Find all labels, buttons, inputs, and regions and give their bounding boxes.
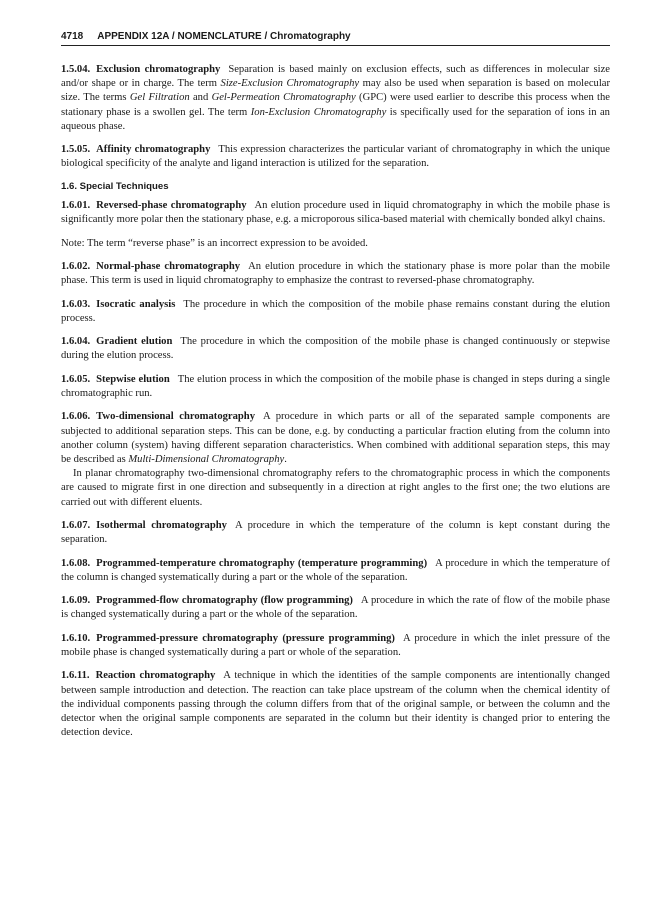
header-rule <box>61 45 610 46</box>
entry-text: This expression characterizes the particular variant of chromatography in which the unique biological specificity of the analyte and ligand interaction is utilized for the separation. <box>61 144 610 170</box>
entry-number: 1.5.05. <box>61 144 91 156</box>
entry-number: 1.6.05. <box>61 373 91 385</box>
entry-1-6-03 <box>61 298 610 326</box>
entry-number: 1.6.08. <box>61 557 91 569</box>
entry-text: A technique in which the identities of the sample components are intentionally changed between sample introduction and detection. The reaction can take place upstream of the column when the chemical identity of the individual components passing through the column differs from that of the original sample, or between the column and the detector when the original sample components are separated in the column but their identity is changed prior to entering the detection device. <box>61 670 610 739</box>
entry-number: 1.6.06. <box>61 411 91 423</box>
body-text <box>61 63 610 750</box>
entry-italic-term: Gel-Permeation Chromatography <box>211 92 356 104</box>
entry-term: Exclusion chromatography <box>96 64 221 75</box>
entry-number: 1.6.04. <box>61 336 91 348</box>
entry-1-6-10 <box>61 632 610 660</box>
entry-italic-term: Multi-Dimensional Chromatography <box>128 453 285 465</box>
entry-number: 1.6.07. <box>61 519 91 531</box>
entry-text: A procedure in which the rate of flow of the mobile phase is changed systematically during a part or the whole of the separation. <box>61 595 610 621</box>
entry-number: 1.6.10. <box>61 632 91 644</box>
entry-text: is specifically used for the separation of ions in an aqueous phase. <box>61 106 610 132</box>
entry-number: 1.6.03. <box>61 298 91 310</box>
entry-text: The procedure in which the composition of the mobile phase is changed continuously or stepwise during the elution process. <box>61 336 610 362</box>
entry-italic-term: Gel Filtration <box>129 92 190 104</box>
entry-number: 1.6.02. <box>61 260 91 272</box>
running-header <box>61 31 610 45</box>
entry-term: Isothermal chromatography <box>96 519 227 531</box>
entry-term: Reversed-phase chromatography <box>96 200 247 211</box>
entry-1-5-05 <box>61 143 610 171</box>
entry-term: Programmed-pressure chromatography (pressure programming) <box>96 632 395 644</box>
entry-text: A procedure in which the temperature of the column is kept constant during the separation. <box>61 519 610 546</box>
entry-1-6-01 <box>61 199 610 227</box>
entry-1-6-11 <box>61 669 610 740</box>
entry-text: A procedure in which the temperature of the column is changed systematically during a part or the whole of the separation. <box>61 557 610 583</box>
entry-text: may also be used when separation is based on molecular size. The terms <box>61 78 610 104</box>
entry-text: . <box>284 453 287 465</box>
page-number: 4718 <box>61 31 84 42</box>
entry-1-6-07 <box>61 519 610 547</box>
entry-number: 1.6.01. <box>61 200 91 211</box>
entry-italic-term: Size-Exclusion Chromatography <box>220 78 360 90</box>
entry-term: Isocratic analysis <box>96 298 176 310</box>
entry-1-5-04 <box>61 63 610 134</box>
entry-term: Reaction chromatography <box>95 670 216 682</box>
running-title: APPENDIX 12A / NOMENCLATURE / Chromatography <box>97 31 351 42</box>
entry-term: Two-dimensional chromatography <box>96 411 255 423</box>
entry-1-6-08 <box>61 557 610 585</box>
entry-1-6-06 <box>61 410 610 467</box>
entry-term: Normal-phase chromatography <box>96 260 241 272</box>
entry-term: Gradient elution <box>96 336 173 348</box>
note-1-6-01: Note: The term “reverse phase” is an incorrect expression to be avoided. <box>61 237 368 249</box>
entry-text: (GPC) were used earlier to describe this process when the stationary phase is a swollen gel. The term <box>61 92 610 118</box>
section-heading: 1.6. Special Techniques <box>61 180 169 192</box>
entry-term: Programmed-temperature chromatography (temperature programming) <box>96 557 428 569</box>
entry-text: The procedure in which the composition of the mobile phase remains constant during the elution process. <box>61 298 610 324</box>
entry-text: A procedure in which parts or all of the separated sample components are subjected to additional separation steps. This can be done, e.g. by conducting a particular fraction eluting from the column into another column (system) having different separation characteristics. When combined with additional separation steps, this may be described as <box>61 411 610 465</box>
entry-text: Separation is based mainly on exclusion effects, such as differences in molecular size and/or shape or in charge. The term <box>61 64 610 90</box>
entry-term: Affinity chromatography <box>96 144 211 156</box>
entry-text: The elution process in which the composition of the mobile phase is changed in steps during a single chromatographic run. <box>61 373 610 399</box>
entry-text: A procedure in which the inlet pressure of the mobile phase is changed systematically during a part or whole of the separation. <box>61 632 610 658</box>
entry-number: 1.6.09. <box>61 595 91 607</box>
entry-1-6-05 <box>61 373 610 401</box>
entry-1-6-04 <box>61 335 610 363</box>
entry-1-6-09 <box>61 594 610 622</box>
entry-number: 1.5.04. <box>61 64 91 75</box>
entry-1-6-06-continuation: In planar chromatography two-dimensional chromatography refers to the chromatographic process in which the components are caused to migrate first in one direction and subsequently in a direction at right angles to the first one; the two elutions are carried out with different eluents. <box>61 468 610 508</box>
entry-text: An elution procedure used in liquid chromatography in which the mobile phase is significantly more polar then the stationary phase, e.g. a microporous silica-based material with chemically bonded alkyl chains. <box>61 200 611 226</box>
entry-term: Programmed-flow chromatography (flow programming) <box>96 595 353 607</box>
entry-italic-term: Ion-Exclusion Chromatography <box>250 106 387 118</box>
entry-text: and <box>189 92 212 104</box>
entry-number: 1.6.11. <box>61 670 90 682</box>
entry-text: An elution procedure in which the stationary phase is more polar than the mobile phase. This term is used in liquid chromatography to emphasize the contrast to reversed-phase chromatography. <box>61 260 610 287</box>
entry-term: Stepwise elution <box>96 373 170 385</box>
entry-1-6-02 <box>61 260 610 288</box>
